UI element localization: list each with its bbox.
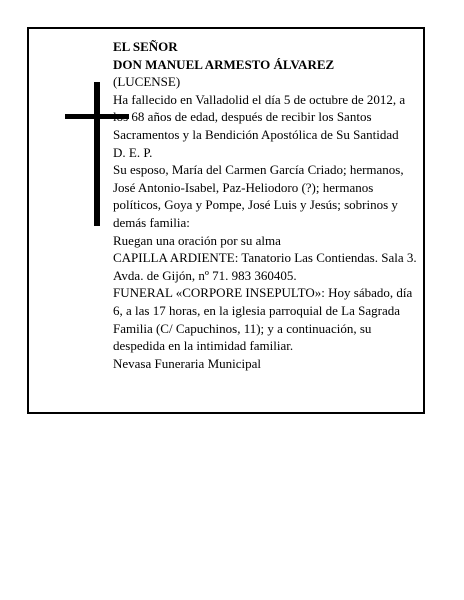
obituary-text	[113, 38, 419, 372]
deceased-name: DON MANUEL ARMESTO ÁLVAREZ	[113, 56, 335, 72]
family-list: Su esposo, María del Carmen García Criado; hermanos, José Antonio-Isabel, Paz-Heliodoro (?); hermanos políticos, Goya y Pompe, José Luis y Jesús; sobrinos y demás familia:	[113, 162, 404, 230]
prayer-request: Ruegan una oración por su alma	[113, 232, 281, 248]
rip-line: D. E. P.	[113, 144, 153, 160]
cross-vertical-bar	[94, 82, 100, 226]
deceased-origin: (LUCENSE)	[113, 74, 181, 90]
funeral-home: Nevasa Funeraria Municipal	[113, 355, 262, 371]
funeral-info: FUNERAL «CORPORE INSEPULTO»: Hoy sábado, día 6, a las 17 horas, en la iglesia parroquial de La Sagrada Familia (C/ Capuchinos, 11); y a continuación, su despedida en la intimidad familiar.	[113, 285, 413, 354]
obituary-title: EL SEÑOR	[113, 39, 178, 54]
chapel-info: CAPILLA ARDIENTE: Tanatorio Las Contiendas. Sala 3. Avda. de Gijón, nº 71. 983 360405.	[113, 250, 417, 283]
death-notice: Ha fallecido en Valladolid el día 5 de octubre de 2012, a los 68 años de edad, después de recibir los Santos Sacramentos y la Bendición Apostólica de Su Santidad	[113, 91, 406, 142]
